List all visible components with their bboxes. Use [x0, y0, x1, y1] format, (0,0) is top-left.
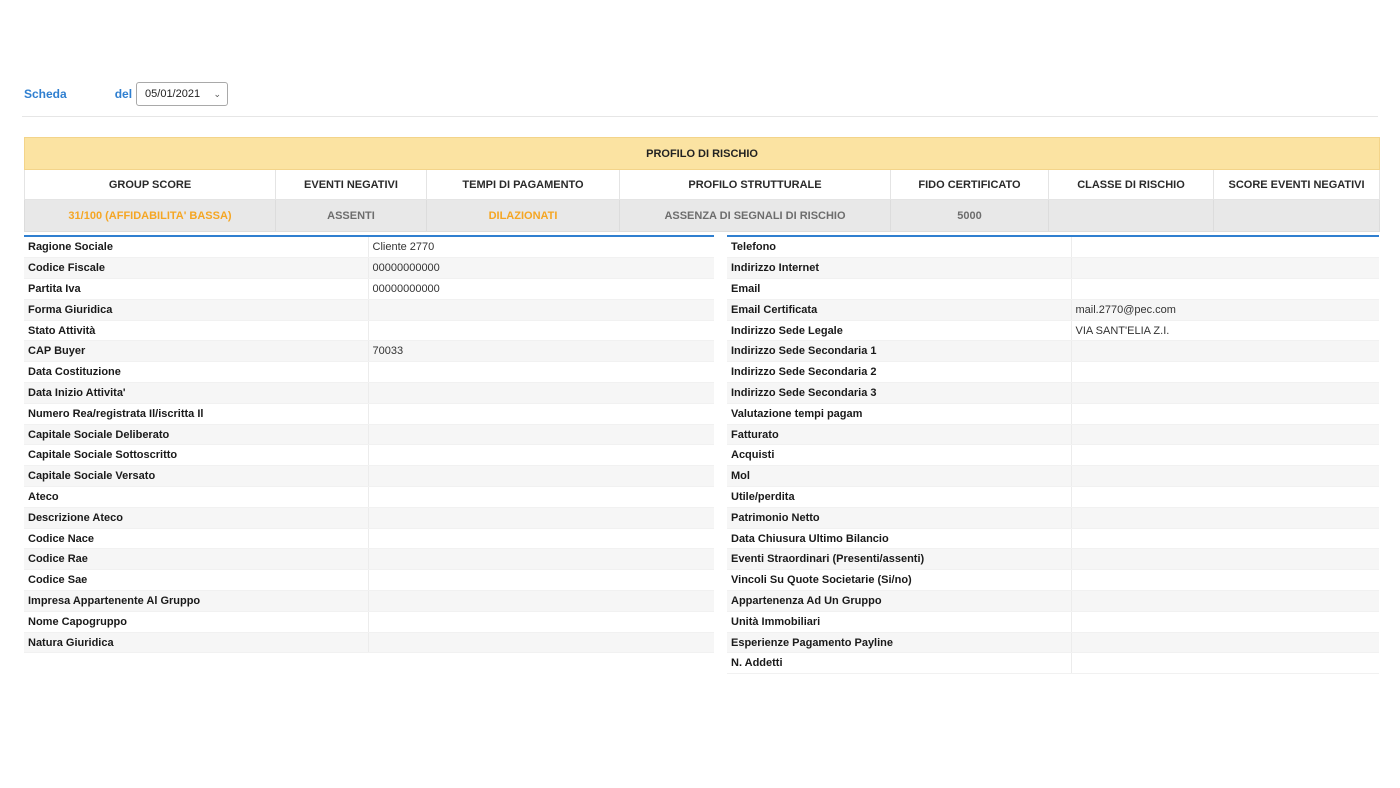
field-value [368, 445, 714, 466]
date-select[interactable] [136, 82, 228, 106]
field-label: Appartenenza Ad Un Gruppo [727, 591, 1071, 612]
field-value [1071, 341, 1379, 362]
field-label: Data Costituzione [24, 362, 368, 383]
field-row [727, 403, 1379, 424]
field-label: Codice Sae [24, 570, 368, 591]
field-value [1071, 528, 1379, 549]
field-label: Telefono [727, 237, 1071, 258]
field-label: Indirizzo Sede Secondaria 3 [727, 383, 1071, 404]
field-row [727, 424, 1379, 445]
field-label: Impresa Appartenente Al Gruppo [24, 591, 368, 612]
field-row [727, 570, 1379, 591]
field-row [24, 466, 714, 487]
field-label: Email [727, 279, 1071, 300]
contact-financial-panel [727, 235, 1379, 674]
field-label: Utile/perdita [727, 487, 1071, 508]
field-row [24, 445, 714, 466]
risk-value: DILAZIONATI [427, 200, 620, 232]
risk-value: ASSENTI [276, 200, 427, 232]
field-row [727, 591, 1379, 612]
field-value [368, 299, 714, 320]
field-label: Valutazione tempi pagam [727, 403, 1071, 424]
scheda-label: Scheda [24, 87, 67, 101]
field-row [727, 258, 1379, 279]
field-label: Vincoli Su Quote Societarie (Si/no) [727, 570, 1071, 591]
field-row [727, 549, 1379, 570]
field-value: 70033 [368, 341, 714, 362]
field-row [727, 237, 1379, 258]
field-label: Stato Attività [24, 320, 368, 341]
field-label: Esperienze Pagamento Payline [727, 632, 1071, 653]
field-label: Eventi Straordinari (Presenti/assenti) [727, 549, 1071, 570]
field-value: VIA SANT'ELIA Z.I. [1071, 320, 1379, 341]
field-label: CAP Buyer [24, 341, 368, 362]
risk-column-header: CLASSE DI RISCHIO [1049, 170, 1214, 200]
field-value [1071, 403, 1379, 424]
field-label: Patrimonio Netto [727, 507, 1071, 528]
date-select-value: 05/01/2021 [145, 88, 201, 100]
field-row [24, 570, 714, 591]
field-label: Indirizzo Sede Secondaria 1 [727, 341, 1071, 362]
field-row [24, 549, 714, 570]
company-info-panel [24, 235, 714, 653]
chevron-down-icon: ⌄ [213, 88, 222, 99]
field-label: Codice Nace [24, 528, 368, 549]
field-label: Data Inizio Attivita' [24, 383, 368, 404]
field-label: Email Certificata [727, 299, 1071, 320]
field-value [368, 549, 714, 570]
field-row [24, 320, 714, 341]
field-label: Ateco [24, 487, 368, 508]
field-row [727, 362, 1379, 383]
field-value [368, 487, 714, 508]
field-row [727, 445, 1379, 466]
field-label: Descrizione Ateco [24, 507, 368, 528]
field-value [368, 362, 714, 383]
field-label: Indirizzo Sede Legale [727, 320, 1071, 341]
field-value [1071, 258, 1379, 279]
field-row [24, 507, 714, 528]
field-row [24, 237, 714, 258]
field-row [24, 403, 714, 424]
field-label: Capitale Sociale Deliberato [24, 424, 368, 445]
field-value [1071, 383, 1379, 404]
field-value [368, 570, 714, 591]
risk-column-header: TEMPI DI PAGAMENTO [427, 170, 620, 200]
field-value [368, 403, 714, 424]
field-label: Unità Immobiliari [727, 611, 1071, 632]
field-value [368, 383, 714, 404]
field-label: Nome Capogruppo [24, 611, 368, 632]
field-row [24, 258, 714, 279]
field-row [24, 299, 714, 320]
risk-column-header: GROUP SCORE [25, 170, 276, 200]
field-row [24, 632, 714, 653]
field-value [1071, 570, 1379, 591]
risk-column-header: PROFILO STRUTTURALE [620, 170, 891, 200]
field-label: Natura Giuridica [24, 632, 368, 653]
field-label: Codice Fiscale [24, 258, 368, 279]
field-value: Cliente 2770 [368, 237, 714, 258]
field-value [1071, 237, 1379, 258]
field-value [368, 528, 714, 549]
risk-column-header: EVENTI NEGATIVI [276, 170, 427, 200]
field-row [727, 507, 1379, 528]
field-row [727, 320, 1379, 341]
risk-value [1049, 200, 1214, 232]
field-label: Partita Iva [24, 279, 368, 300]
field-value [368, 632, 714, 653]
field-value: mail.2770@pec.com [1071, 299, 1379, 320]
field-row [24, 487, 714, 508]
field-row [727, 383, 1379, 404]
field-value [1071, 279, 1379, 300]
field-row [24, 591, 714, 612]
field-label: Capitale Sociale Versato [24, 466, 368, 487]
field-label: Fatturato [727, 424, 1071, 445]
field-row [727, 299, 1379, 320]
field-row [727, 528, 1379, 549]
field-row [24, 424, 714, 445]
header-bar [24, 82, 228, 106]
field-label: N. Addetti [727, 653, 1071, 674]
risk-profile-table [24, 137, 1380, 232]
field-value [1071, 632, 1379, 653]
risk-value [1214, 200, 1380, 232]
field-label: Indirizzo Internet [727, 258, 1071, 279]
field-value [368, 320, 714, 341]
field-row [24, 341, 714, 362]
field-value [1071, 591, 1379, 612]
field-row [24, 279, 714, 300]
field-value: 00000000000 [368, 279, 714, 300]
field-value [368, 507, 714, 528]
field-value [1071, 362, 1379, 383]
field-value [1071, 653, 1379, 674]
field-row [727, 279, 1379, 300]
field-value [368, 466, 714, 487]
field-value [1071, 466, 1379, 487]
risk-value: ASSENZA DI SEGNALI DI RISCHIO [620, 200, 891, 232]
field-row [24, 362, 714, 383]
field-value [368, 424, 714, 445]
field-label: Acquisti [727, 445, 1071, 466]
field-row [727, 341, 1379, 362]
field-label: Numero Rea/registrata Il/iscritta Il [24, 403, 368, 424]
field-label: Forma Giuridica [24, 299, 368, 320]
field-value [368, 591, 714, 612]
field-row [24, 528, 714, 549]
risk-value: 31/100 (AFFIDABILITA' BASSA) [25, 200, 276, 232]
field-row [727, 487, 1379, 508]
field-label: Codice Rae [24, 549, 368, 570]
field-row [727, 632, 1379, 653]
field-value [368, 611, 714, 632]
field-value [1071, 445, 1379, 466]
field-value [1071, 549, 1379, 570]
field-value [1071, 487, 1379, 508]
risk-profile-title: PROFILO DI RISCHIO [25, 138, 1380, 170]
field-value [1071, 611, 1379, 632]
risk-value: 5000 [891, 200, 1049, 232]
field-label: Mol [727, 466, 1071, 487]
field-row [727, 466, 1379, 487]
field-row [727, 653, 1379, 674]
risk-column-header: FIDO CERTIFICATO [891, 170, 1049, 200]
del-label: del [114, 87, 133, 101]
field-label: Capitale Sociale Sottoscritto [24, 445, 368, 466]
field-row [727, 611, 1379, 632]
field-row [24, 611, 714, 632]
risk-column-header: SCORE EVENTI NEGATIVI [1214, 170, 1380, 200]
field-value [1071, 424, 1379, 445]
field-value [1071, 507, 1379, 528]
field-row [24, 383, 714, 404]
field-label: Data Chiusura Ultimo Bilancio [727, 528, 1071, 549]
field-label: Ragione Sociale [24, 237, 368, 258]
field-value: 00000000000 [368, 258, 714, 279]
field-label: Indirizzo Sede Secondaria 2 [727, 362, 1071, 383]
header-divider [22, 116, 1378, 117]
